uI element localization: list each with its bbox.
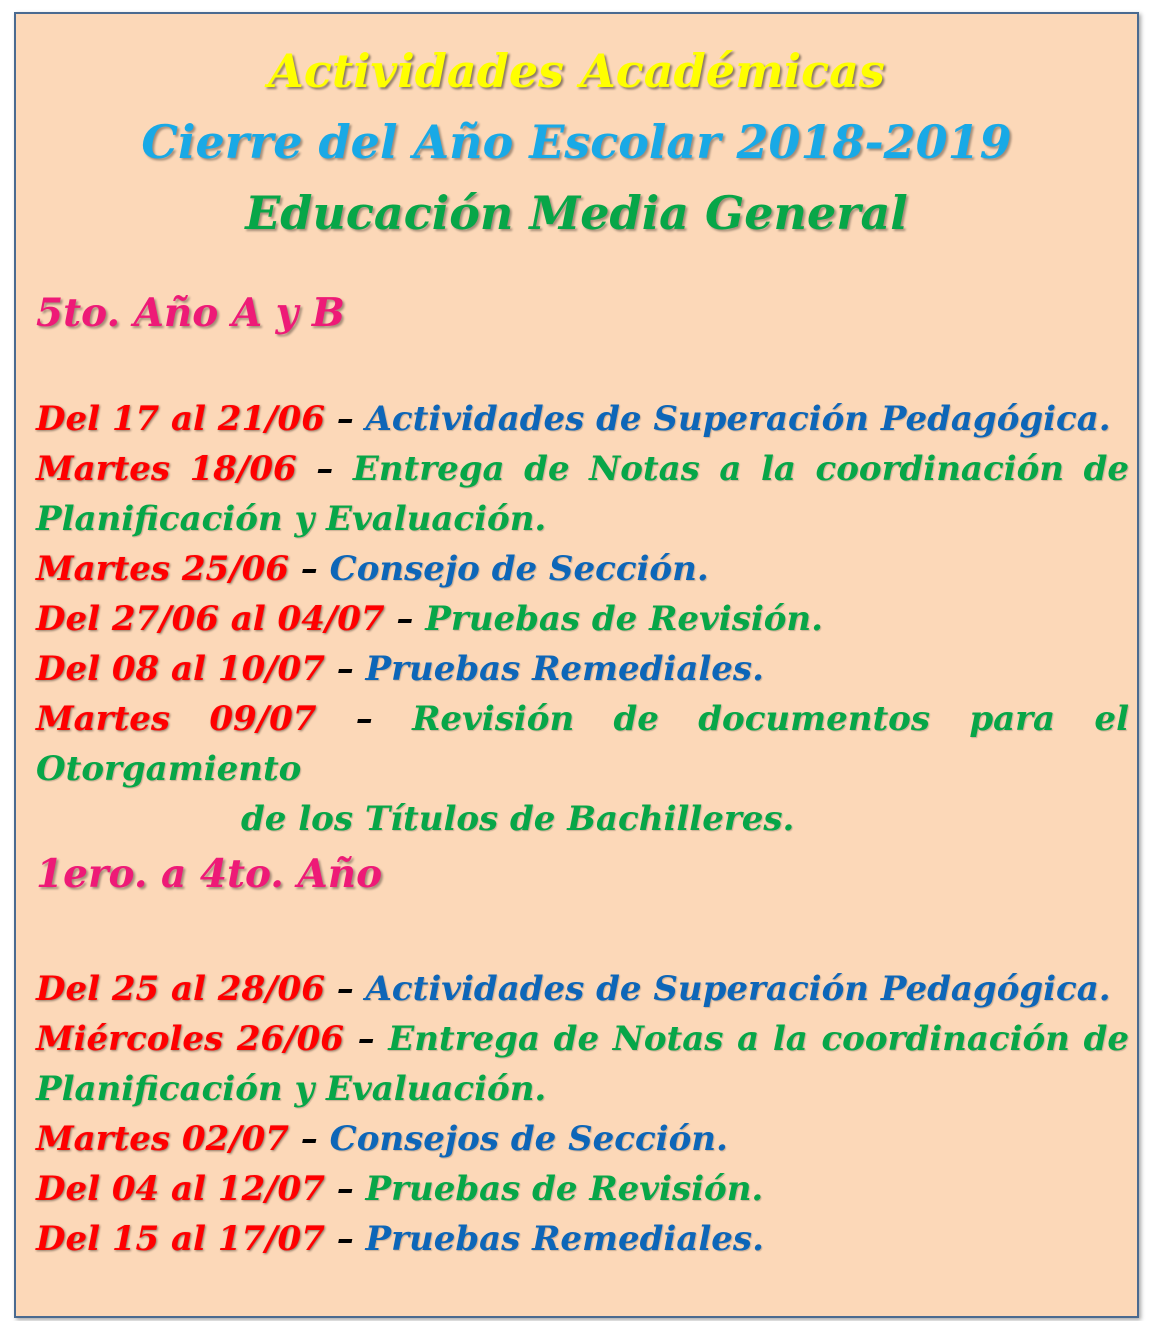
entry-dash: – bbox=[316, 699, 413, 739]
entry-date: Martes 02/07 bbox=[36, 1119, 289, 1159]
title-line-2: Cierre del Año Escolar 2018-2019 bbox=[141, 115, 1012, 169]
schedule-entry bbox=[36, 694, 1129, 794]
schedule-entry-continuation bbox=[36, 794, 1129, 844]
entry-date: Del 04 al 12/07 bbox=[36, 1169, 325, 1209]
schedule-entry bbox=[36, 964, 1129, 1014]
entry-description: Entrega de Notas a la coordinación de Planificación y Evaluación. bbox=[36, 449, 1129, 539]
entry-date: Del 17 al 21/06 bbox=[36, 399, 325, 439]
entry-dash: – bbox=[296, 449, 353, 489]
entry-dash: – bbox=[343, 1019, 389, 1059]
schedule-entry bbox=[36, 1114, 1129, 1164]
entry-dash: – bbox=[288, 549, 330, 589]
entry-description: Consejo de Sección. bbox=[329, 549, 709, 589]
schedule-entry bbox=[36, 444, 1129, 544]
entry-description: Pruebas de Revisión. bbox=[425, 599, 823, 639]
schedule-entry bbox=[36, 594, 1129, 644]
schedule-list-1ero bbox=[36, 964, 1129, 1264]
entry-description: Pruebas de Revisión. bbox=[365, 1169, 764, 1209]
header bbox=[16, 36, 1137, 249]
schedule-entry bbox=[36, 1214, 1129, 1264]
schedule-entry bbox=[36, 394, 1129, 444]
entry-description: Pruebas Remediales. bbox=[365, 649, 764, 689]
document-frame bbox=[14, 12, 1139, 1318]
entry-date: Miércoles 26/06 bbox=[36, 1019, 344, 1059]
entry-description: Entrega de Notas a la coordinación de Planificación y Evaluación. bbox=[36, 1019, 1129, 1109]
schedule-entry bbox=[36, 544, 1129, 594]
entry-date: Del 25 al 28/06 bbox=[36, 969, 325, 1009]
title-line-3: Educación Media General bbox=[245, 186, 908, 240]
entry-description: Actividades de Superación Pedagógica. bbox=[365, 399, 1111, 439]
section-title-1ero: 1ero. a 4to. Año bbox=[36, 851, 383, 897]
entry-date: Del 15 al 17/07 bbox=[36, 1219, 325, 1259]
entry-description: Pruebas Remediales. bbox=[365, 1219, 764, 1259]
entry-dash: – bbox=[324, 649, 366, 689]
entry-description: Consejos de Sección. bbox=[329, 1119, 728, 1159]
entry-dash: – bbox=[324, 399, 366, 439]
entry-dash: – bbox=[324, 1219, 366, 1259]
entry-date: Martes 25/06 bbox=[36, 549, 289, 589]
entry-description: Revisión de documentos para el Otorgamiento bbox=[36, 699, 1129, 789]
entry-description: Actividades de Superación Pedagógica. bbox=[365, 969, 1111, 1009]
entry-description-continuation: de los Títulos de Bachilleres. bbox=[241, 799, 795, 839]
schedule-entry bbox=[36, 1164, 1129, 1214]
entry-dash: – bbox=[324, 1169, 366, 1209]
schedule-entry bbox=[36, 644, 1129, 694]
section-title-5to: 5to. Año A y B bbox=[36, 290, 345, 336]
entry-date: Del 08 al 10/07 bbox=[36, 649, 325, 689]
title-line-1: Actividades Académicas bbox=[268, 44, 885, 98]
schedule-entry bbox=[36, 1014, 1129, 1114]
entry-date: Martes 09/07 bbox=[36, 699, 317, 739]
entry-dash: – bbox=[288, 1119, 330, 1159]
schedule-list-5to bbox=[36, 394, 1129, 844]
entry-dash: – bbox=[384, 599, 426, 639]
entry-date: Martes 18/06 bbox=[36, 449, 297, 489]
entry-date: Del 27/06 al 04/07 bbox=[36, 599, 385, 639]
entry-dash: – bbox=[324, 969, 366, 1009]
